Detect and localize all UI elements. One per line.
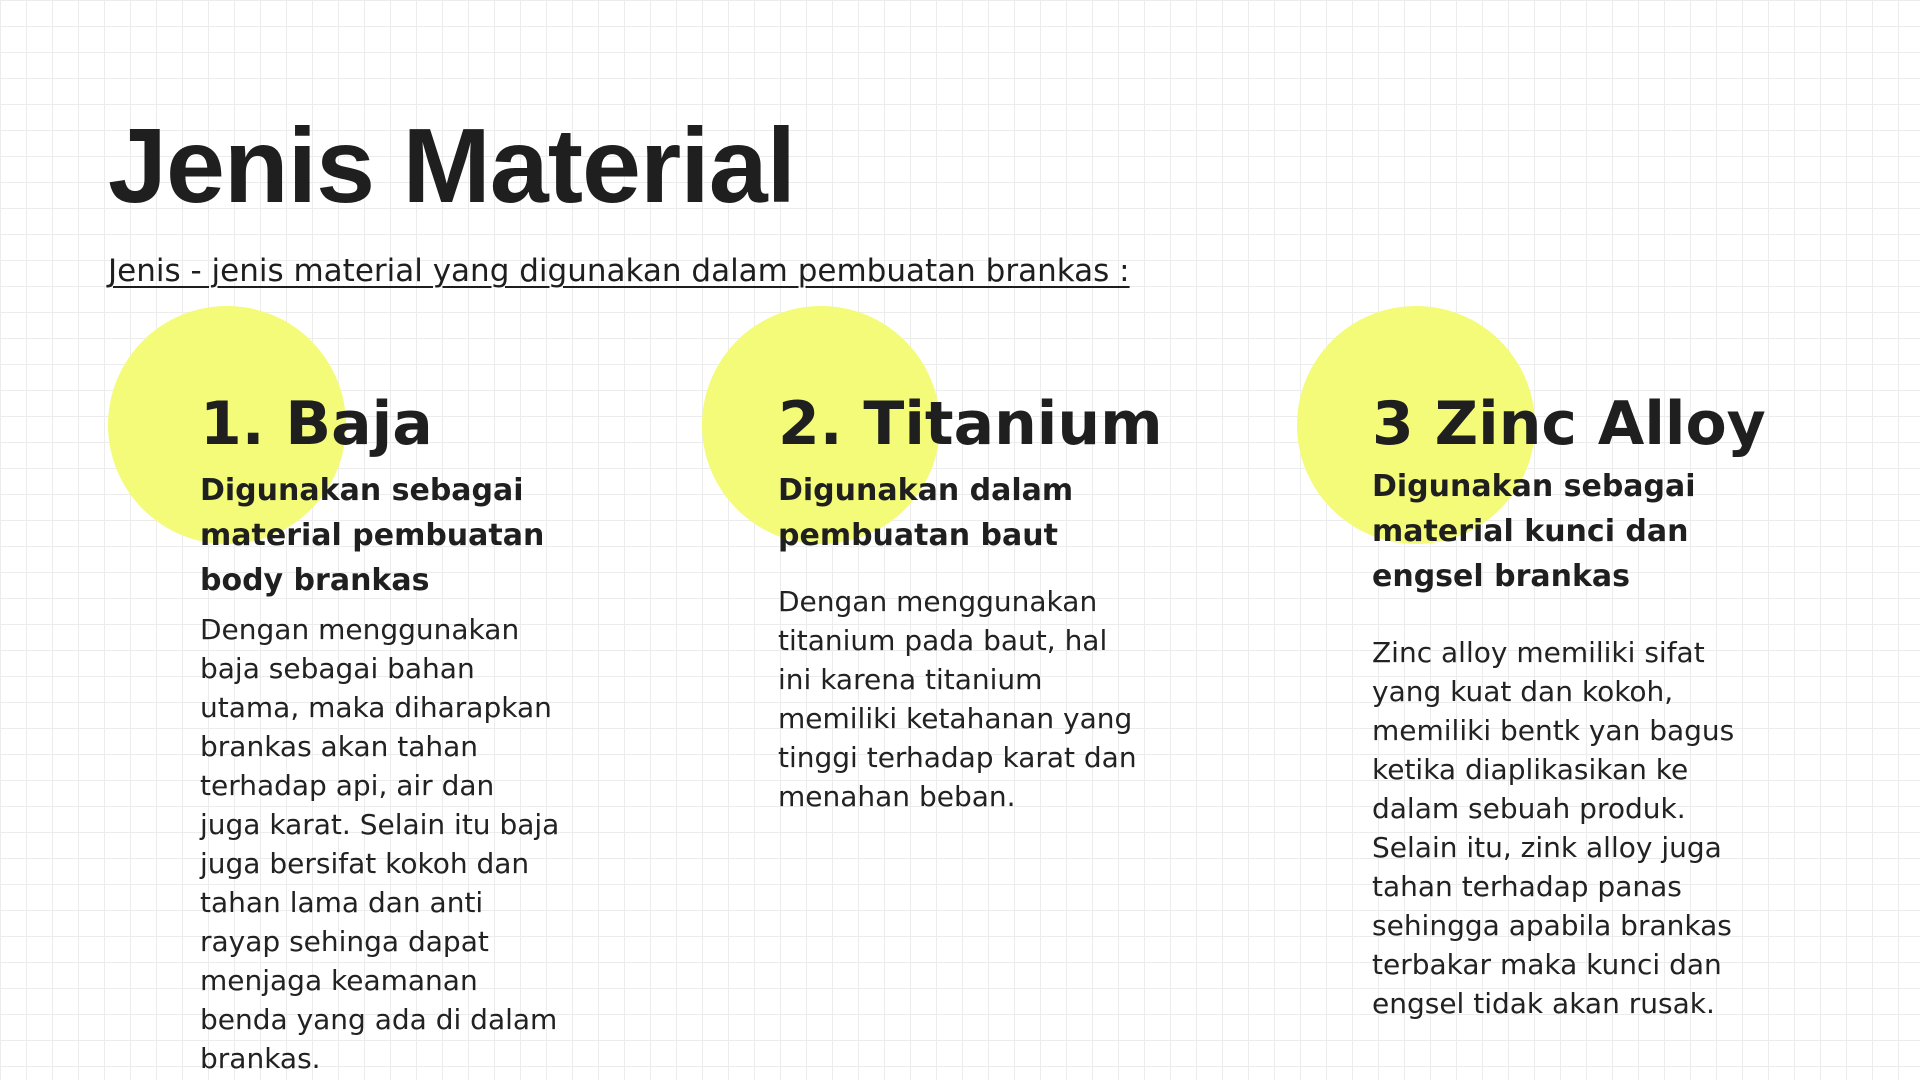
- material-heading: 3 Zinc Alloy: [1372, 389, 1766, 459]
- material-description: Zinc alloy memiliki sifat yang kuat dan kokoh, memiliki bentk yan bagus ketika diaplikasikan ke dalam sebuah produk. Selain itu, zink alloy juga tahan terhadap panas sehingga apabila brankas terbakar maka kunci dan engsel tidak akan rusak.: [1372, 636, 1735, 1020]
- material-heading: 1. Baja: [200, 389, 433, 459]
- material-description: Dengan menggunakan titanium pada baut, hal ini karena titanium memiliki ketahanan yang tinggi terhadap karat dan menahan beban.: [778, 585, 1137, 813]
- material-heading: 2. Titanium: [778, 389, 1163, 459]
- material-lead: Digunakan sebagai material pembuatan body brankas: [200, 473, 545, 598]
- material-column-zinc-alloy: [1372, 388, 1766, 1023]
- slide-title: Jenis Material: [108, 107, 796, 225]
- slide-subtitle: Jenis - jenis material yang digunakan dalam pembuatan brankas :: [108, 253, 1130, 289]
- material-column-titanium: [778, 388, 1163, 816]
- material-lead: Digunakan sebagai material kunci dan engsel brankas: [1372, 469, 1696, 594]
- material-description: Dengan menggunakan baja sebagai bahan utama, maka diharapkan brankas akan tahan terhadap api, air dan juga karat. Selain itu baja juga bersifat kokoh dan tahan lama dan anti rayap sehinga dapat menjaga keamanan benda yang ada di dalam brankas.: [200, 613, 560, 1075]
- material-lead: Digunakan dalam pembuatan baut: [778, 473, 1074, 553]
- material-column-baja: [200, 388, 572, 1078]
